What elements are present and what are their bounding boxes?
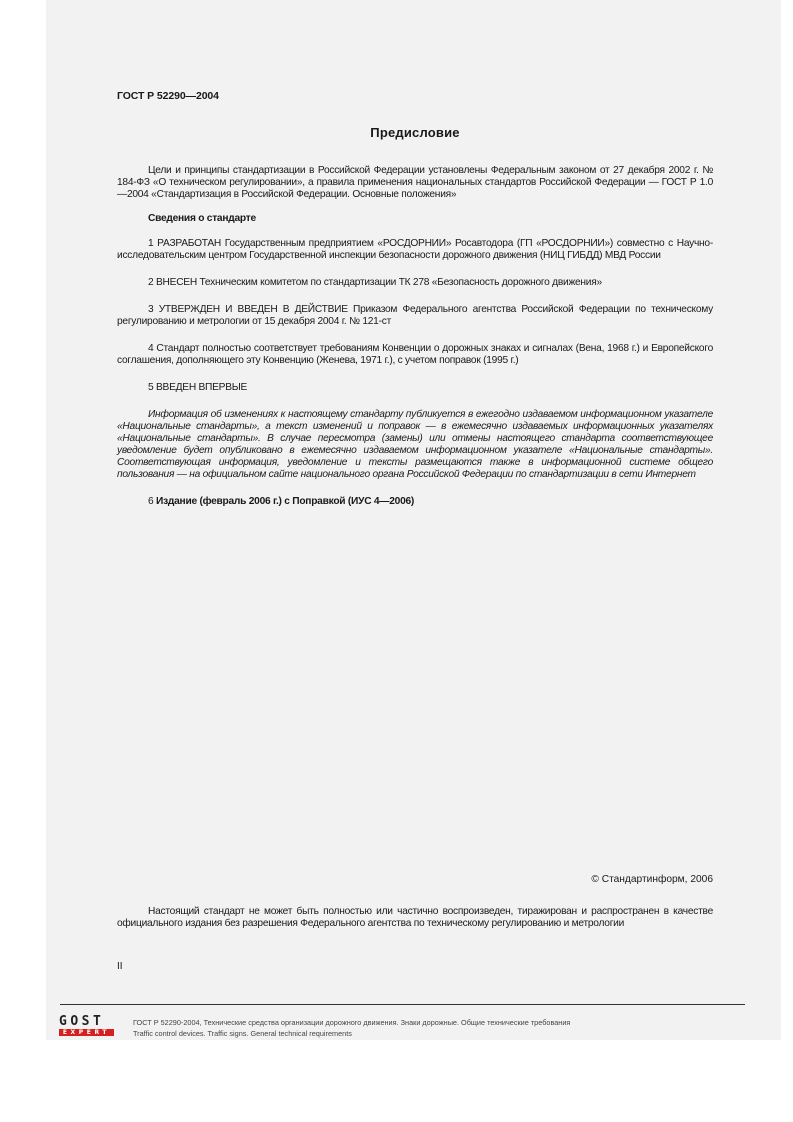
logo-sub: EXPERT xyxy=(59,1029,114,1036)
info-italic-paragraph: Информация об изменениях к настоящему стандарту публикуется в ежегодно издаваемом информационном указателе «Национальные стандарты», а текст изменений и поправок — в ежемесячно издаваемых информационных указателях «Национальные стандарты». В случае пересмотра (замены) или отмены настоящего стандарта соответствующее уведомление будет опубликовано в ежемесячно издаваемом информационном указателе «Национальные стандарты». Соответствующая информация, уведомление и тексты размещаются также в информационной системе общего пользования — на официальном сайте национального органа Российской Федерации по стандартизации в сети Интернет xyxy=(117,409,713,480)
item-5: 5 ВВЕДЕН ВПЕРВЫЕ xyxy=(148,382,248,393)
footer-line-en: Traffic control devices. Traffic signs. General technical requirements xyxy=(133,1029,352,1038)
item-6 xyxy=(117,496,713,508)
reproduction-notice: Настоящий стандарт не может быть полностью или частично воспроизведен, тиражирован и распространен в качестве официального издания без разрешения Федерального агентства по техническому регулированию и метрологии xyxy=(117,906,713,929)
page-number: II xyxy=(117,961,123,972)
page-title: Предисловие xyxy=(370,125,460,140)
item-6-number: 6 xyxy=(148,496,154,507)
copyright: © Стандартинформ, 2006 xyxy=(591,874,713,885)
item-4: 4 Стандарт полностью соответствует требованиям Конвенции о дорожных знаках и сигналах (Вена, 1968 г.) и Европейского соглашения, дополняющего эту Конвенцию (Женева, 1971 г.), с учетом поправок (1995 г.) xyxy=(117,343,713,366)
item-6-text: Издание (февраль 2006 г.) с Поправкой (ИУС 4—2006) xyxy=(156,496,415,507)
item-1: 1 РАЗРАБОТАН Государственным предприятием «РОСДОРНИИ» Росавтодора (ГП «РОСДОРНИИ») совместно с Научно-исследовательским центром Государственной инспекции безопасности дорожного движения (НИЦ ГИБДД) МВД России xyxy=(117,238,713,261)
foreword-body xyxy=(117,165,713,508)
standard-code: ГОСТ Р 52290—2004 xyxy=(117,90,219,102)
item-2: 2 ВНЕСЕН Техническим комитетом по стандартизации ТК 278 «Безопасность дорожного движения» xyxy=(148,277,602,288)
intro-paragraph: Цели и принципы стандартизации в Российской Федерации установлены Федеральным законом от 27 декабря 2002 г. № 184-ФЗ «О техническом регулировании», а правила применения национальных стандартов Российской Федерации — ГОСТ Р 1.0—2004 «Стандартизация в Российской Федерации. Основные положения» xyxy=(117,165,713,200)
item-3: 3 УТВЕРЖДЕН И ВВЕДЕН В ДЕЙСТВИЕ Приказом Федерального агентства Российской Федерации по техническому регулированию и метрологии от 15 декабря 2004 г. № 121-ст xyxy=(117,304,713,327)
logo-word: GOST xyxy=(59,1014,105,1029)
info-heading: Сведения о стандарте xyxy=(148,213,256,224)
gost-expert-logo xyxy=(59,1016,117,1040)
footer-text xyxy=(133,1017,570,1039)
footer-divider xyxy=(60,1004,745,1005)
footer-line-ru: ГОСТ Р 52290-2004, Технические средства организации дорожного движения. Знаки дорожные. Общие технические требования xyxy=(133,1018,571,1027)
